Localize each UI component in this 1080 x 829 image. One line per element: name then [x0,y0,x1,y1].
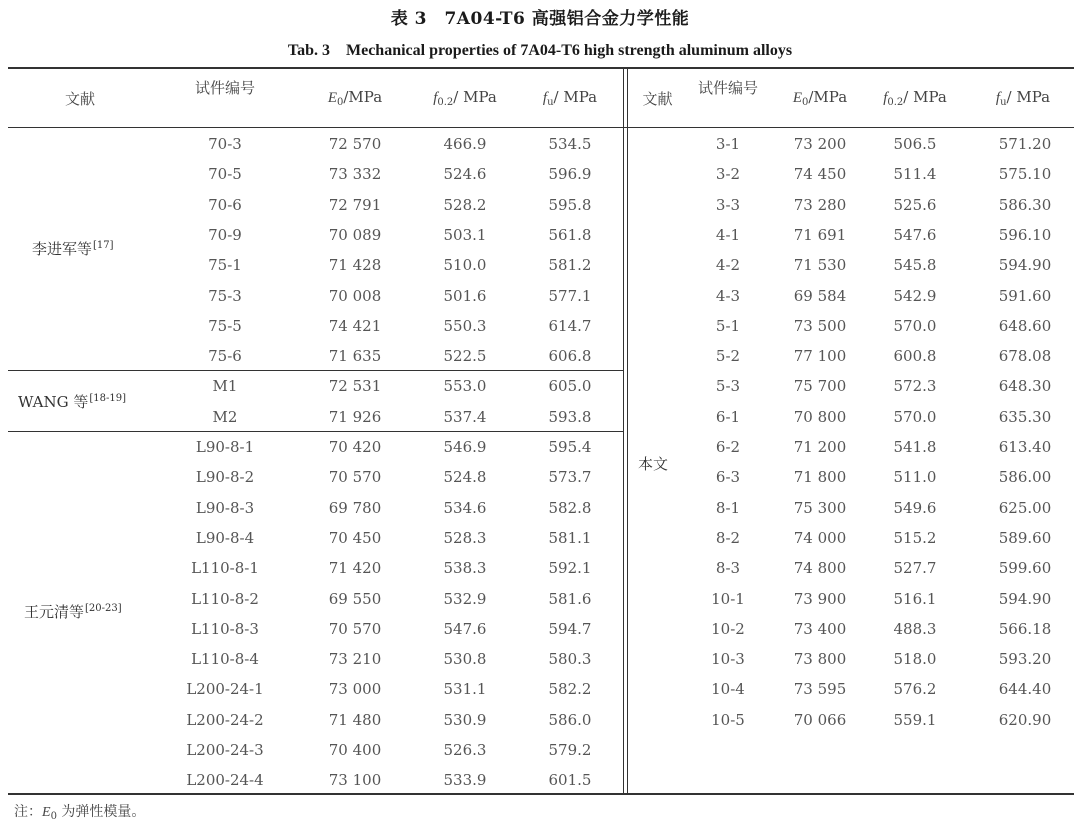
cell-e0: 73 500 [793,316,847,335]
header-fu-right: $f_u/$ MPa [995,88,1051,108]
cell-fu: 593.8 [548,407,592,426]
cell-e0: 70 800 [793,407,847,426]
cell-specimen: L90-8-4 [195,528,255,547]
cell-f02: 510.0 [443,256,487,275]
cell-fu: 601.5 [548,771,592,790]
cell-fu: 595.8 [548,195,592,214]
cell-f02: 524.8 [443,468,487,487]
cell-f02: 533.9 [443,771,487,790]
cell-specimen: L110-8-3 [191,619,259,638]
header-specimen-left: 试件编号 [195,79,256,97]
cell-f02: 528.3 [443,528,487,547]
cell-e0: 72 570 [328,135,382,153]
cell-fu: 593.20 [998,650,1052,669]
cell-e0: 70 089 [328,225,382,244]
cell-specimen: M1 [212,377,238,396]
cell-e0: 72 791 [328,195,382,214]
cell-e0: 71 926 [328,407,382,426]
cell-specimen: 75-3 [208,286,242,305]
cell-specimen: 10-5 [711,710,745,729]
cell-e0: 71 691 [793,225,847,244]
cell-f02: 553.0 [443,377,487,396]
cell-specimen: L110-8-1 [191,559,259,578]
cell-e0: 73 800 [793,650,847,669]
cell-e0: 71 635 [328,347,382,366]
cell-fu: 606.8 [548,347,592,366]
cell-specimen: 4-1 [715,225,741,244]
cell-fu: 582.2 [548,680,592,699]
cell-f02: 515.2 [893,528,937,547]
cell-specimen: L110-8-2 [191,589,259,608]
table-title-cn: 表 3 7A04-T6 高强铝合金力学性能 [390,9,690,29]
cell-e0: 73 210 [328,650,382,669]
header-e0-right: $E_0$/MPa [792,88,848,108]
cell-e0: 74 800 [793,559,847,578]
cell-specimen: 70-6 [208,195,242,214]
cell-specimen: 70-5 [208,165,242,184]
cell-e0: 75 300 [793,498,847,517]
cell-e0: 70 570 [328,468,382,487]
cell-specimen: 3-1 [715,135,741,153]
group-label-this-paper: 本文 [638,455,669,473]
cell-fu: 580.3 [548,650,592,669]
center-double-rule-b [627,67,628,793]
header-rule [8,127,1074,128]
cell-e0: 70 450 [328,528,382,547]
cell-fu: 614.7 [548,316,592,335]
cell-f02: 501.6 [443,286,487,305]
cell-specimen: L200-24-4 [186,771,264,790]
cell-e0: 71 420 [328,559,382,578]
cell-fu: 581.1 [548,528,592,547]
cell-fu: 573.7 [548,468,592,487]
cell-e0: 71 530 [793,256,847,275]
cell-f02: 559.1 [893,710,937,729]
cell-f02: 534.6 [443,498,487,517]
cell-fu: 566.18 [998,619,1052,638]
table-title-en: Tab. 3 Mechanical properties of 7A04-T6 high strength aluminum alloys [287,42,793,59]
cell-fu: 635.30 [998,407,1052,426]
cell-specimen: 4-3 [715,286,741,305]
cell-fu: 596.10 [998,225,1052,244]
cell-specimen: 6-3 [715,468,741,487]
cell-e0: 69 550 [328,589,382,608]
cell-fu: 586.00 [998,468,1052,487]
cell-specimen: 75-6 [208,347,242,366]
cell-specimen: 70-3 [208,135,242,153]
cell-fu: 581.6 [548,589,592,608]
cell-specimen: 5-3 [715,377,741,396]
cell-f02: 547.6 [443,619,487,638]
header-literature-left: 文献 [64,90,95,108]
cell-e0: 71 480 [328,710,382,729]
cell-specimen: 3-3 [715,195,741,214]
cell-fu: 625.00 [998,498,1052,517]
cell-specimen: 10-2 [711,619,745,638]
cell-e0: 74 421 [328,316,382,335]
cell-f02: 537.4 [443,407,487,426]
cell-e0: 73 000 [328,680,382,699]
cell-e0: 73 280 [793,195,847,214]
cell-specimen: 8-3 [715,559,741,578]
cell-e0: 69 780 [328,498,382,517]
cell-f02: 546.9 [443,438,487,456]
cell-f02: 526.3 [443,741,487,759]
cell-f02: 522.5 [443,347,487,366]
cell-e0: 71 200 [793,438,847,456]
cell-e0: 73 200 [793,135,847,153]
header-fu-left: $f_u/$ MPa [542,88,598,108]
group-label-wang-cn: 王元清等[20-23] [24,603,122,621]
cell-specimen: 10-4 [711,680,745,699]
cell-f02: 530.8 [443,650,487,669]
cell-specimen: 5-2 [715,347,741,366]
cell-specimen: L200-24-3 [186,741,264,759]
group-label-wang-en: WANG 等[18-19] [18,393,127,411]
cell-e0: 70 008 [328,286,382,305]
cell-specimen: L110-8-4 [191,650,259,669]
cell-f02: 516.1 [893,589,937,608]
cell-f02: 538.3 [443,559,487,578]
header-f02-right: $f_{0.2}/$ MPa [883,88,947,108]
cell-fu: 644.40 [998,680,1052,699]
cell-f02: 576.2 [893,680,937,699]
cell-f02: 547.6 [893,225,937,244]
cell-f02: 528.2 [443,195,487,214]
cell-e0: 73 900 [793,589,847,608]
cell-fu: 605.0 [548,377,592,396]
cell-f02: 532.9 [443,589,487,608]
cell-f02: 570.0 [893,316,937,335]
header-literature-right: 文献 [642,90,673,108]
header-e0-left: $E_0$/MPa [327,88,383,108]
cell-specimen: 10-3 [711,650,745,669]
cell-f02: 542.9 [893,286,937,305]
cell-fu: 561.8 [548,225,592,244]
cell-fu: 579.2 [548,741,592,759]
cell-e0: 70 400 [328,741,382,759]
table-note: 注：$E_0$ 为弹性模量。 [14,804,146,822]
cell-specimen: L200-24-2 [186,710,264,729]
cell-fu: 589.60 [998,528,1052,547]
cell-e0: 72 531 [328,377,382,396]
cell-fu: 586.30 [998,195,1052,214]
cell-specimen: 8-1 [715,498,741,517]
cell-e0: 70 420 [328,438,382,456]
cell-fu: 594.90 [998,589,1052,608]
top-rule [8,67,1074,69]
cell-e0: 77 100 [793,347,847,366]
cell-specimen: L90-8-1 [195,438,255,456]
cell-fu: 599.60 [998,559,1052,578]
cell-fu: 582.8 [548,498,592,517]
cell-fu: 577.1 [548,286,592,305]
cell-f02: 527.7 [893,559,937,578]
cell-f02: 545.8 [893,256,937,275]
cell-specimen: L90-8-2 [195,468,255,487]
cell-e0: 74 000 [793,528,847,547]
cell-f02: 531.1 [443,680,487,699]
header-specimen-right: 试件编号 [698,79,759,97]
cell-e0: 70 066 [793,710,847,729]
cell-specimen: 10-1 [711,589,745,608]
cell-fu: 596.9 [548,165,592,184]
cell-f02: 524.6 [443,165,487,184]
cell-fu: 678.08 [998,347,1052,366]
cell-fu: 594.7 [548,619,592,638]
cell-e0: 70 570 [328,619,382,638]
cell-e0: 73 332 [328,165,382,184]
cell-f02: 600.8 [893,347,937,366]
cell-f02: 572.3 [893,377,937,396]
cell-f02: 530.9 [443,710,487,729]
cell-fu: 534.5 [548,135,592,153]
cell-fu: 648.60 [998,316,1052,335]
cell-fu: 581.2 [548,256,592,275]
cell-fu: 648.30 [998,377,1052,396]
cell-fu: 594.90 [998,256,1052,275]
cell-f02: 503.1 [443,225,487,244]
cell-f02: 525.6 [893,195,937,214]
cell-f02: 541.8 [893,438,937,456]
cell-f02: 466.9 [443,135,487,153]
cell-fu: 592.1 [548,559,592,578]
cell-fu: 586.0 [548,710,592,729]
center-double-rule-a [623,67,624,793]
cell-e0: 73 595 [793,680,847,699]
cell-specimen: 70-9 [208,225,242,244]
cell-specimen: L90-8-3 [195,498,255,517]
cell-specimen: 75-1 [208,256,242,275]
cell-e0: 75 700 [793,377,847,396]
cell-fu: 620.90 [998,710,1052,729]
cell-fu: 575.10 [998,165,1052,184]
cell-e0: 73 100 [328,771,382,790]
cell-e0: 69 584 [793,286,847,305]
cell-e0: 73 400 [793,619,847,638]
cell-f02: 549.6 [893,498,937,517]
cell-specimen: 75-5 [208,316,242,335]
cell-specimen: 6-2 [715,438,741,456]
cell-specimen: L200-24-1 [186,680,264,699]
cell-f02: 518.0 [893,650,937,669]
cell-f02: 511.0 [893,468,937,487]
cell-fu: 613.40 [998,438,1052,456]
cell-e0: 74 450 [793,165,847,184]
cell-fu: 591.60 [998,286,1052,305]
cell-specimen: M2 [212,407,238,426]
cell-specimen: 8-2 [715,528,741,547]
cell-fu: 595.4 [548,438,592,456]
cell-f02: 550.3 [443,316,487,335]
cell-f02: 570.0 [893,407,937,426]
cell-f02: 511.4 [893,165,937,184]
cell-fu: 571.20 [998,135,1052,153]
cell-specimen: 4-2 [715,256,741,275]
group-label-li: 李进军等[17] [32,240,114,258]
cell-specimen: 3-2 [715,165,741,184]
cell-e0: 71 428 [328,256,382,275]
header-f02-left: $f_{0.2}/$ MPa [433,88,497,108]
cell-f02: 488.3 [893,619,937,638]
cell-specimen: 5-1 [715,316,741,335]
cell-f02: 506.5 [893,135,937,153]
cell-e0: 71 800 [793,468,847,487]
cell-specimen: 6-1 [715,407,741,426]
